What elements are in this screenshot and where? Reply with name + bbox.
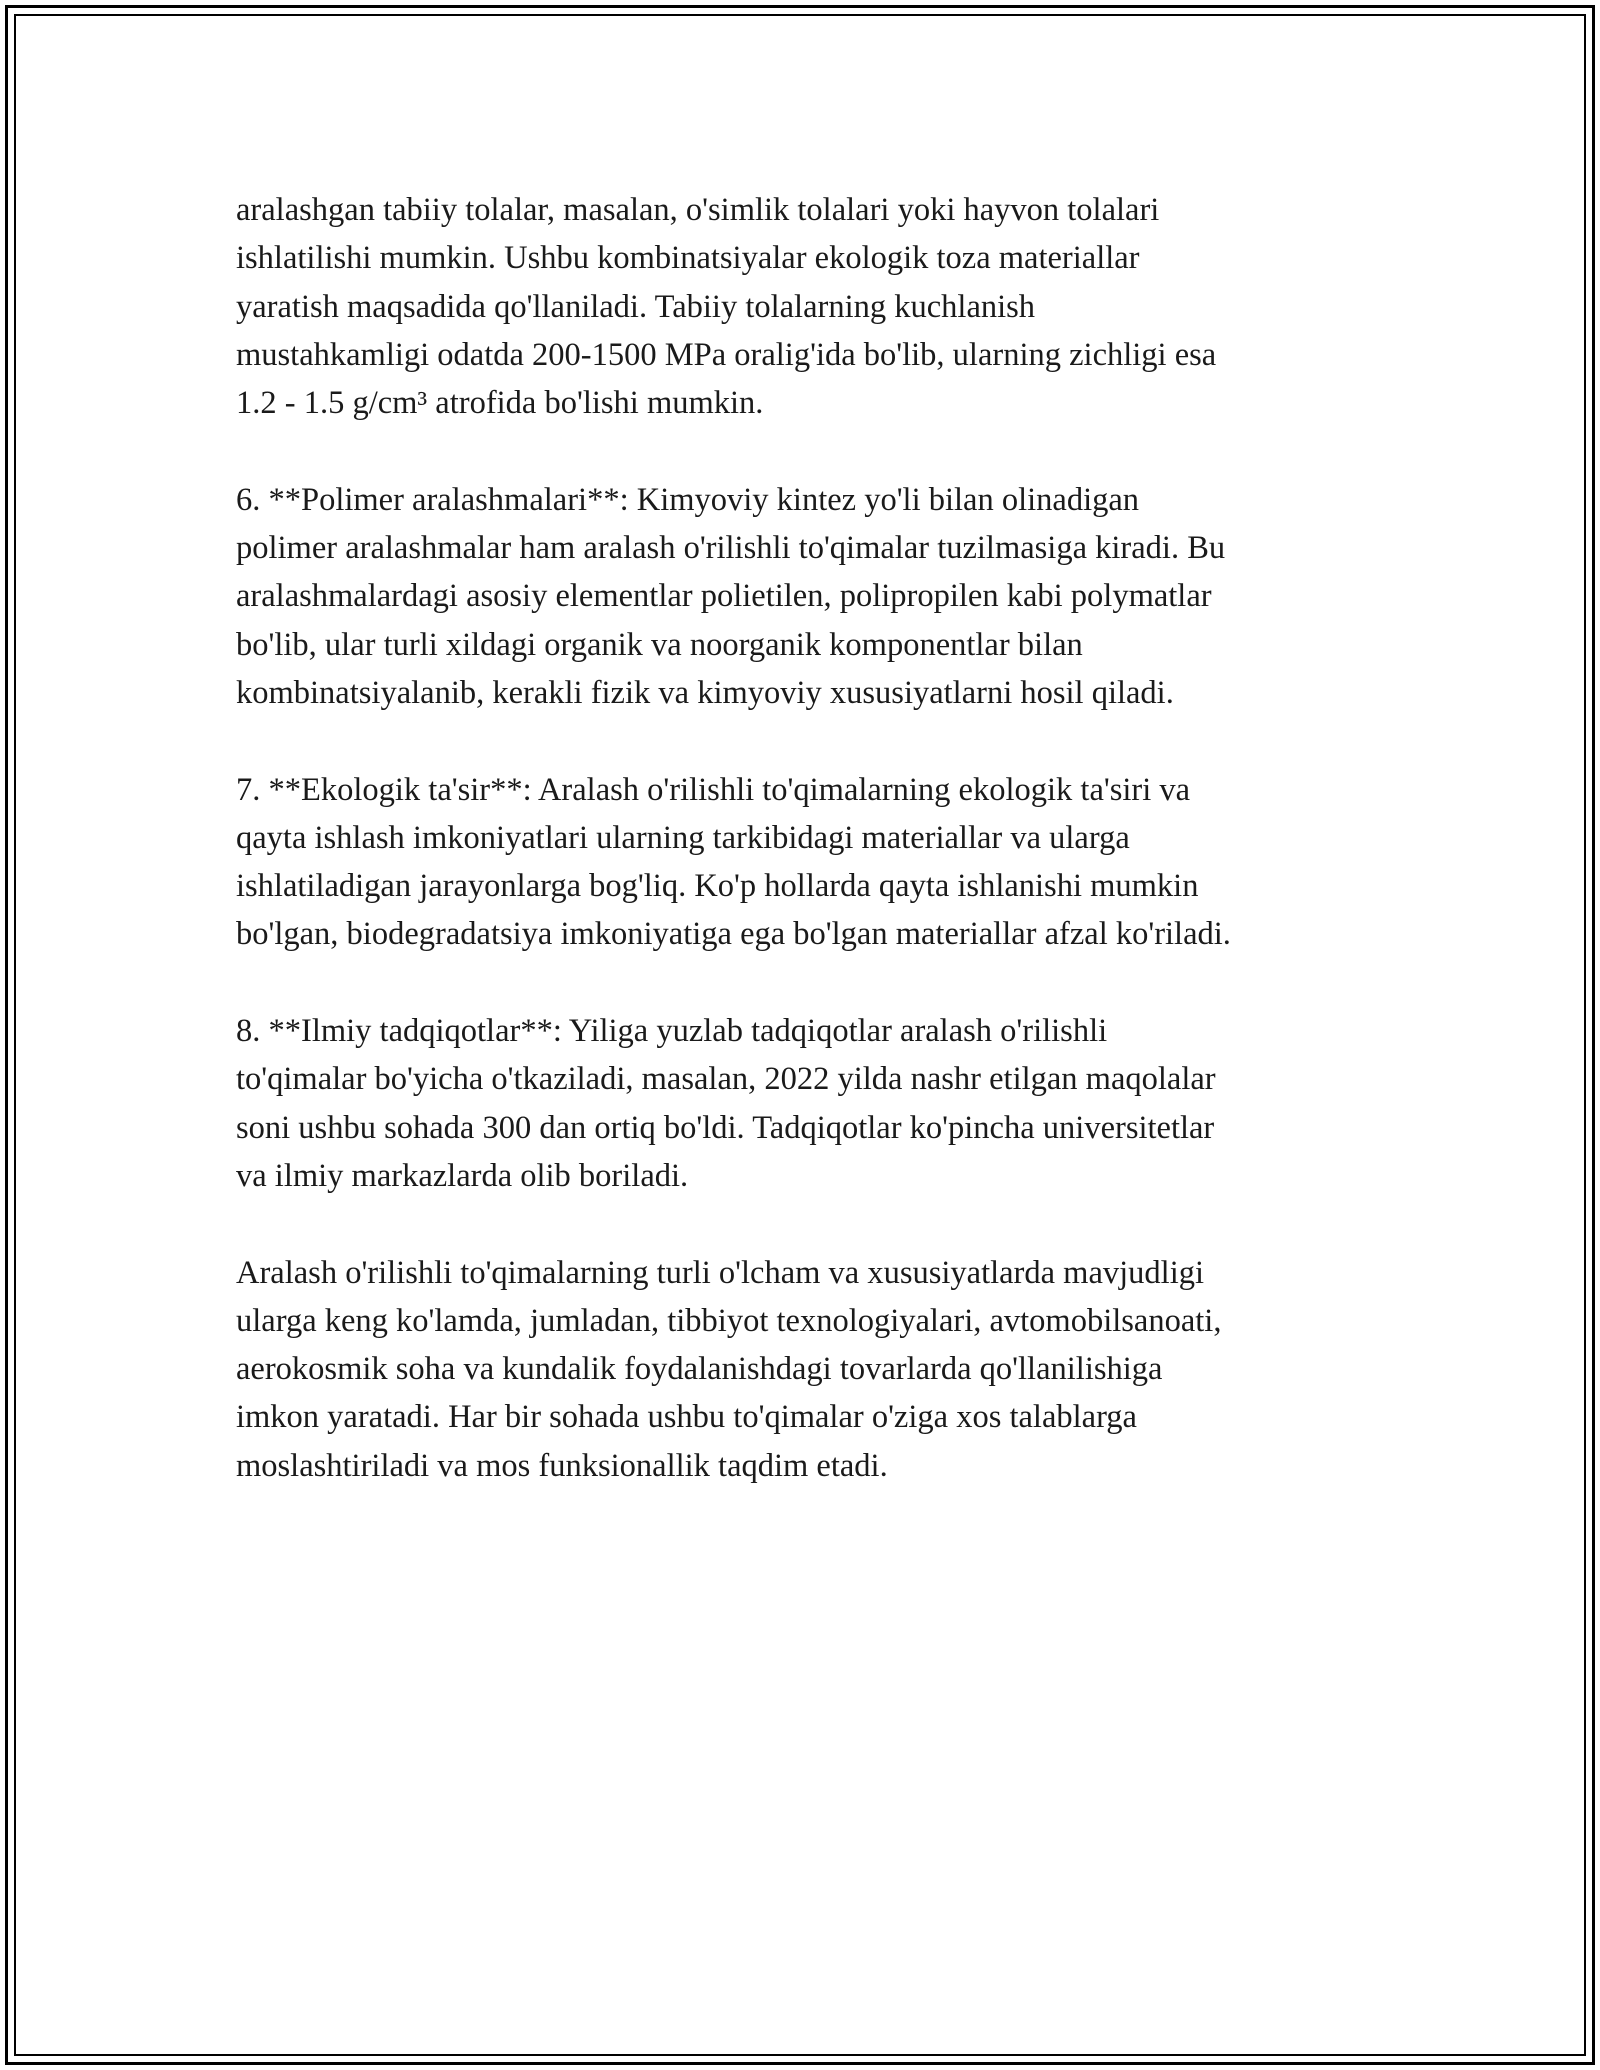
paragraph-conclusion: Aralash o'rilishli to'qimalarning turli o'lcham va xususiyatlarda mavjudligi ularga keng ko'lamda, jumladan, tibbiyot texnologiyalari, avtomobilsanoati, aerokosmik soha va kundalik foydalanishdagi tovarlarda qo'llanilishiga imkon yaratadi. Har bir sohada ushbu to'qimalar o'ziga xos talablarga moslashtiriladi va mos funksionallik taqdim etadi. — [236, 1254, 1222, 1484]
paragraph-ecological-impact: 7. **Ekologik ta'sir**: Aralash o'rilishli to'qimalarning ekologik ta'siri va qayta ishlash imkoniyatlari ularning tarkibidagi materiallar va ularga ishlatiladigan jarayonlarga bog'liq. Ko'p hollarda qayta ishlanishi mumkin bo'lgan, biodegradatsiya imkoniyatiga ega bo'lgan materiallar afzal ko'riladi. — [236, 771, 1231, 953]
paragraph-polymer-blends: 6. **Polimer aralashmalari**: Kimyoviy kintez yo'li bilan olinadigan polimer aralashmalar ham aralash o'rilishli to'qimalar tuzilmasiga kiradi. Bu aralashmalardagi asosiy elementlar polietilen, polipropilen kabi polymatlar bo'lib, ular turli xildagi organik va noorganik komponentlar bilan kombinatsiyalanib, kerakli fizik va kimyoviy xususiyatlarni hosil qiladi. — [236, 481, 1226, 711]
document-body — [236, 186, 1376, 1538]
paragraph-natural-fibers: aralashgan tabiiy tolalar, masalan, o'simlik tolalari yoki hayvon tolalari ishlatilishi mumkin. Ushbu kombinatsiyalar ekologik toza materiallar yaratish maqsadida qo'llaniladi. Tabiiy tolalarning kuchlanish mustahkamligi odatda 200-1500 MPa oralig'ida bo'lib, ularning zichligi esa 1.2 - 1.5 g/cm³ atrofida bo'lishi mumkin. — [236, 192, 1217, 422]
paragraph-scientific-research: 8. **Ilmiy tadqiqotlar**: Yiliga yuzlab tadqiqotlar aralash o'rilishli to'qimalar bo'yicha o'tkaziladi, masalan, 2022 yilda nashr etilgan maqolalar soni ushbu sohada 300 dan ortiq bo'ldi. Tadqiqotlar ko'pincha universitetlar va ilmiy markazlarda olib boriladi. — [236, 1013, 1216, 1194]
